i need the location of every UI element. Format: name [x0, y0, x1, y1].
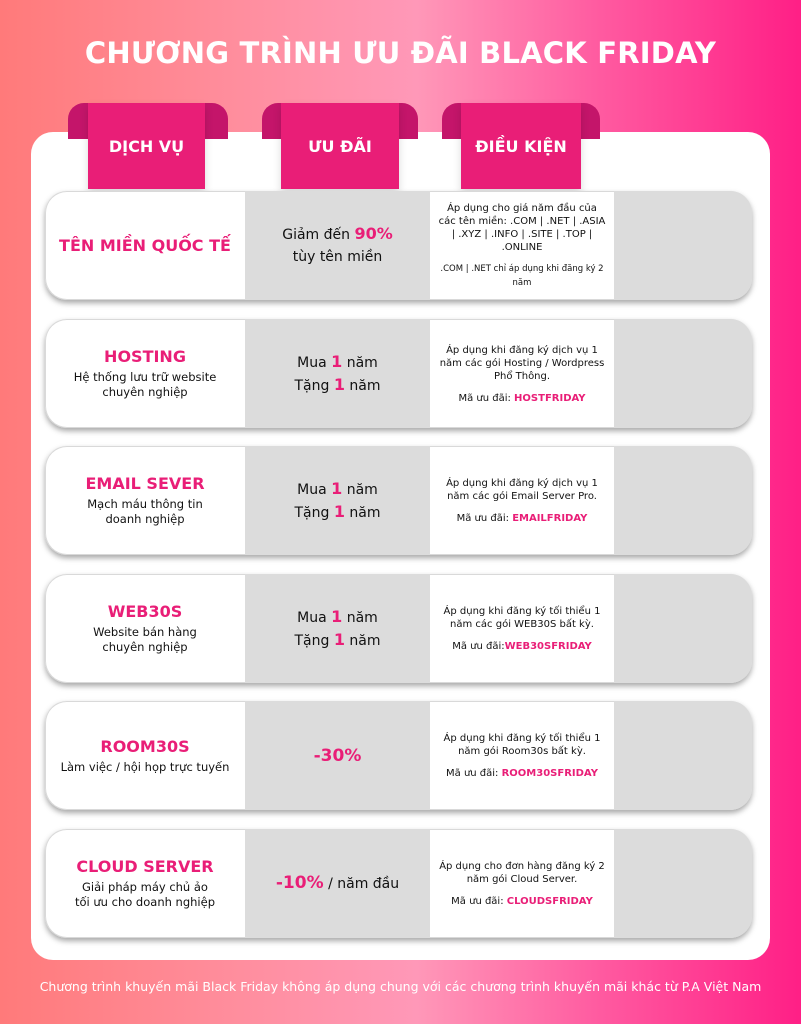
offer-unit: năm — [344, 632, 381, 649]
condition-text: Áp dụng khi đăng ký tối thiểu 1 năm gói Room30s bất kỳ. — [443, 733, 601, 757]
offer-unit: năm — [342, 481, 378, 498]
promo-code-label: Mã ưu đãi: — [452, 641, 505, 652]
promo-code-line — [452, 641, 592, 652]
offer-gift-label: Tặng — [294, 504, 334, 521]
promo-code-label: Mã ưu đãi: — [458, 392, 515, 404]
condition-text: Áp dụng khi đăng ký dịch vụ 1 năm các gói Email Server Pro. — [446, 478, 598, 502]
offer-text — [276, 872, 399, 895]
promo-code: EMAILFRIDAY — [512, 513, 588, 524]
promo-code-label: Mã ưu đãi: — [456, 513, 513, 524]
offer-cell — [245, 574, 430, 683]
offer-buy-label: Mua — [297, 609, 332, 626]
promo-code-label: Mã ưu đãi: — [451, 896, 507, 907]
grey-cell — [614, 446, 752, 555]
condition-text: Áp dụng khi đăng ký dịch vụ 1 năm các gói Hosting / Wordpress Phổ Thông. — [439, 344, 605, 382]
service-name: EMAIL SEVER — [85, 474, 205, 493]
condition-note: .COM | .NET chỉ áp dụng khi đăng ký 2 năm — [440, 263, 604, 288]
promo-code-line — [457, 513, 588, 524]
promo-code-line — [446, 768, 598, 779]
service-desc: Làm việc / hội họp trực tuyến — [60, 759, 230, 774]
offer-unit: năm — [344, 377, 381, 394]
tab-dieu-kien — [442, 103, 600, 189]
grey-cell — [614, 701, 752, 810]
offer-buy-years: 1 — [331, 351, 343, 371]
service-name: WEB30S — [107, 602, 183, 621]
condition-cell — [430, 191, 614, 300]
tab-label-dich-vu: DỊCH VỤ — [88, 103, 205, 189]
footer-note: Chương trình khuyến mãi Black Friday không áp dụng chung với các chương trình khuyến mãi khác từ P.A Việt Nam — [39, 979, 762, 994]
promo-code: HOSTFRIDAY — [514, 392, 586, 404]
offer-row-hosting — [45, 319, 752, 428]
promo-code-label: Mã ưu đãi: — [446, 768, 502, 779]
service-name: TÊN MIỀN QUỐC TẾ — [59, 236, 231, 255]
service-cell — [45, 574, 245, 683]
offer-buy-label: Mua — [297, 354, 332, 371]
service-name: ROOM30S — [100, 736, 190, 756]
offer-text — [282, 223, 393, 268]
offer-buy-years: 1 — [331, 606, 343, 626]
offer-text — [294, 606, 380, 652]
service-cell — [45, 319, 245, 428]
offer-suffix: / năm đầu — [323, 876, 400, 892]
offer-highlight: 90% — [354, 224, 393, 243]
offer-cell — [245, 446, 430, 555]
grey-cell — [614, 829, 752, 938]
condition-cell — [430, 446, 614, 555]
condition-cell — [430, 829, 614, 938]
promo-code-line — [451, 896, 593, 907]
promo-code: CLOUDSFRIDAY — [506, 896, 593, 907]
offer-buy-years: 1 — [331, 478, 343, 498]
offer-buy-label: Mua — [297, 481, 332, 498]
promo-code: WEB30SFRIDAY — [504, 641, 592, 652]
grey-cell — [614, 319, 752, 428]
tab-uu-dai — [262, 103, 418, 189]
offer-cell — [245, 319, 430, 428]
service-cell — [45, 701, 245, 810]
offer-row-domain — [45, 191, 752, 300]
offer-discount: -30% — [313, 745, 362, 766]
offer-gift-years: 1 — [333, 501, 345, 521]
condition-text: Áp dụng cho giá năm đầu của các tên miền: .COM | .NET | .ASIA | .XYZ | .INFO | .SITE | .TOP | .ONLINE — [438, 202, 606, 253]
offer-unit: năm — [342, 354, 378, 371]
offer-unit: năm — [342, 609, 378, 626]
offer-gift-label: Tặng — [294, 632, 334, 649]
tab-dich-vu — [68, 103, 228, 189]
offer-cell — [245, 191, 430, 300]
page-title: CHƯƠNG TRÌNH ƯU ĐÃI BLACK FRIDAY — [84, 36, 717, 70]
condition-text: Áp dụng cho đơn hàng đăng ký 2 năm gói Cloud Server. — [439, 861, 605, 885]
grey-cell — [614, 191, 752, 300]
service-name: HOSTING — [104, 347, 186, 366]
tab-label-dieu-kien: ĐIỀU KIỆN — [461, 103, 581, 189]
offer-row-email — [45, 446, 752, 555]
condition-cell — [430, 701, 614, 810]
service-name: CLOUD SERVER — [76, 857, 214, 876]
service-cell — [45, 191, 245, 300]
promo-code: ROOM30SFRIDAY — [501, 768, 598, 779]
offer-prefix: Giảm đến — [282, 227, 355, 243]
offer-cell — [245, 829, 430, 938]
tab-label-uu-dai: ƯU ĐÃI — [281, 103, 399, 189]
offer-unit: năm — [344, 504, 381, 521]
offer-row-web30s — [45, 574, 752, 683]
service-desc: Hệ thống lưu trữ website chuyên nghiệp — [73, 370, 217, 399]
service-cell — [45, 829, 245, 938]
offer-gift-label: Tặng — [294, 377, 334, 394]
offer-discount: -10% — [275, 873, 324, 893]
service-cell — [45, 446, 245, 555]
offer-text — [294, 478, 380, 524]
service-desc: Website bán hàng chuyên nghiệp — [93, 625, 197, 654]
condition-cell — [430, 319, 614, 428]
service-desc: Mạch máu thông tin doanh nghiệp — [87, 497, 203, 526]
condition-cell — [430, 574, 614, 683]
offer-suffix: tùy tên miền — [292, 249, 383, 265]
offer-gift-years: 1 — [333, 629, 345, 649]
offer-text — [294, 351, 380, 397]
offer-gift-years: 1 — [333, 374, 345, 394]
grey-cell — [614, 574, 752, 683]
offer-cell — [245, 701, 430, 810]
promo-code-line — [458, 393, 585, 404]
offer-row-cloud-server — [45, 829, 752, 938]
condition-text: Áp dụng khi đăng ký tối thiểu 1 năm các gói WEB30S bất kỳ. — [443, 606, 601, 630]
offer-row-room30s — [45, 701, 752, 810]
service-desc: Giải pháp máy chủ ảo tối ưu cho doanh nghiệp — [75, 880, 215, 909]
